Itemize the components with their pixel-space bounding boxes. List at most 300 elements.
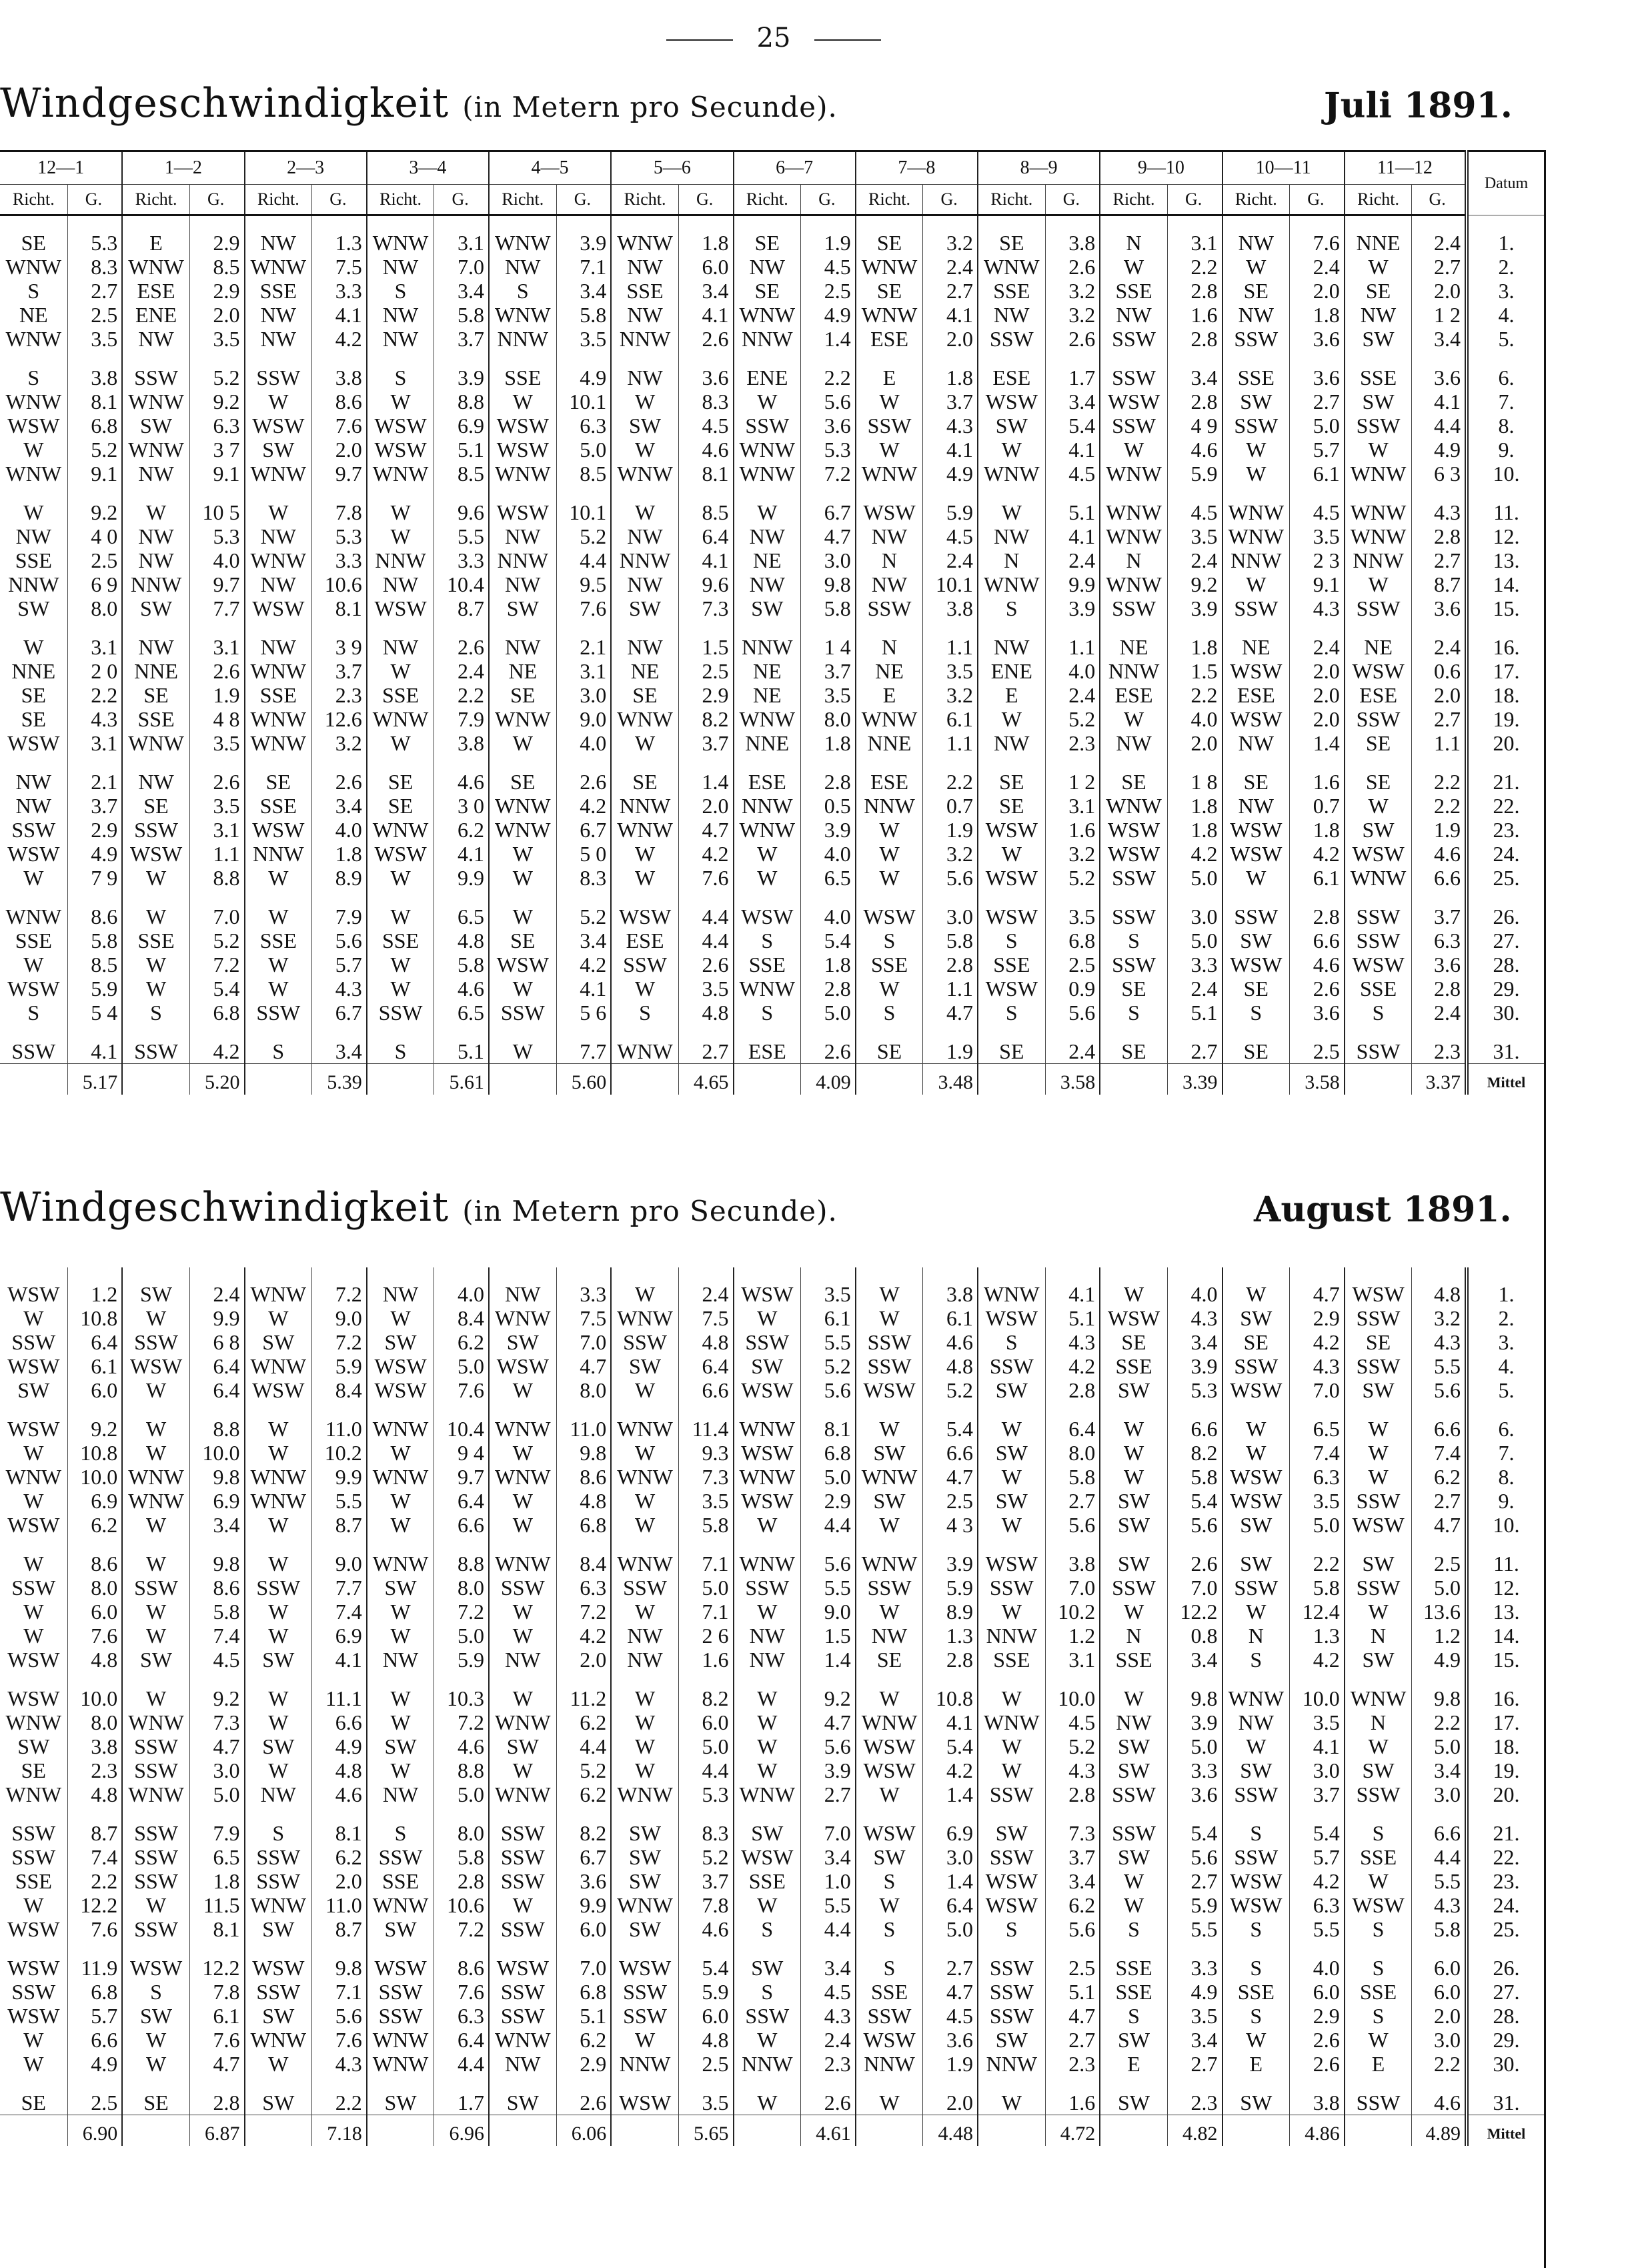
wind-speed: 4.3 bbox=[923, 414, 978, 438]
wind-direction: SSW bbox=[1100, 596, 1167, 620]
wind-direction: W bbox=[245, 1758, 312, 1782]
wind-direction: WNW bbox=[1222, 486, 1290, 524]
wind-speed: 2.7 bbox=[1167, 1025, 1222, 1064]
hour-header: 9—10 bbox=[1100, 151, 1222, 185]
wind-speed: 6.0 bbox=[67, 1378, 122, 1402]
wind-speed: 0.9 bbox=[1045, 977, 1100, 1001]
mean-value: 6.87 bbox=[189, 2115, 244, 2147]
wind-speed: 4.6 bbox=[434, 755, 489, 794]
wind-speed: 2.2 bbox=[1167, 683, 1222, 707]
wind-speed: 6.1 bbox=[801, 1306, 856, 1330]
wind-direction: W bbox=[978, 707, 1045, 731]
wind-direction: SW bbox=[245, 2004, 312, 2028]
mean-value: 3.48 bbox=[923, 1064, 978, 1095]
wind-direction: W bbox=[734, 842, 801, 866]
wind-speed: 4.3 bbox=[312, 977, 367, 1001]
wind-direction: SSW bbox=[122, 1025, 189, 1064]
mean-spacer bbox=[1100, 2115, 1167, 2147]
wind-speed: 5.0 bbox=[1290, 1513, 1345, 1537]
subheader-row bbox=[0, 185, 1544, 215]
wind-speed: 6.9 bbox=[923, 1806, 978, 1845]
wind-speed: 6.3 bbox=[189, 414, 244, 438]
wind-speed: 5.4 bbox=[1167, 1489, 1222, 1513]
wind-direction: SW bbox=[1100, 1378, 1167, 1402]
wind-direction: SSW bbox=[1345, 2076, 1412, 2115]
wind-speed: 4.5 bbox=[801, 1980, 856, 2004]
wind-speed: 1.6 bbox=[1045, 2076, 1100, 2115]
wind-speed: 2.2 bbox=[67, 683, 122, 707]
wind-speed: 6.7 bbox=[556, 1845, 611, 1869]
wind-direction: W bbox=[367, 977, 434, 1001]
wind-direction: SSW bbox=[856, 2004, 923, 2028]
wind-speed: 5.0 bbox=[1167, 929, 1222, 953]
wind-speed: 3.1 bbox=[1167, 215, 1222, 255]
wind-speed: 8.7 bbox=[67, 1806, 122, 1845]
wind-direction: W bbox=[1345, 794, 1412, 818]
wind-speed: 10.1 bbox=[923, 572, 978, 596]
wind-direction: SE bbox=[0, 215, 67, 255]
wind-speed: 4.5 bbox=[923, 2004, 978, 2028]
wind-speed: 7.7 bbox=[556, 1025, 611, 1064]
wind-speed: 1.4 bbox=[923, 1782, 978, 1806]
wind-direction: W bbox=[489, 390, 556, 414]
wind-direction: SSW bbox=[978, 1845, 1045, 1869]
wind-direction: WNW bbox=[978, 1710, 1045, 1734]
mean-value: 4.89 bbox=[1412, 2115, 1467, 2147]
wind-speed: 7.2 bbox=[556, 1600, 611, 1624]
wind-speed: 8.7 bbox=[434, 596, 489, 620]
wind-speed: 3.6 bbox=[1412, 596, 1467, 620]
wind-direction: S bbox=[978, 1001, 1045, 1025]
wind-direction: SSE bbox=[245, 279, 312, 303]
wind-speed: 5.2 bbox=[189, 351, 244, 390]
wind-speed: 7.6 bbox=[312, 414, 367, 438]
wind-speed: 2.0 bbox=[923, 327, 978, 351]
wind-direction: W bbox=[489, 1893, 556, 1917]
wind-direction: NE bbox=[734, 548, 801, 572]
wind-direction: SW bbox=[978, 2028, 1045, 2052]
wind-speed: 7.2 bbox=[434, 1710, 489, 1734]
wind-direction: SSW bbox=[611, 2004, 678, 2028]
wind-direction: SE bbox=[978, 1025, 1045, 1064]
wind-direction: SSW bbox=[856, 1330, 923, 1354]
wind-speed: 7.6 bbox=[556, 596, 611, 620]
wind-speed: 4.1 bbox=[434, 842, 489, 866]
wind-speed: 8.6 bbox=[189, 1576, 244, 1600]
wind-speed: 2.5 bbox=[67, 548, 122, 572]
wind-direction: WSW bbox=[0, 1354, 67, 1378]
wind-direction: WSW bbox=[1222, 818, 1290, 842]
wind-speed: 4.7 bbox=[923, 1465, 978, 1489]
wind-direction: SW bbox=[489, 1734, 556, 1758]
day-number: 18. bbox=[1467, 683, 1544, 707]
wind-direction: WSW bbox=[1222, 1378, 1290, 1402]
wind-direction: SE bbox=[1100, 1330, 1167, 1354]
day-number: 10. bbox=[1467, 462, 1544, 486]
wind-speed: 9.0 bbox=[312, 1537, 367, 1576]
wind-direction: WSW bbox=[367, 842, 434, 866]
wind-speed: 2.5 bbox=[67, 2076, 122, 2115]
wind-speed: 2.0 bbox=[1290, 707, 1345, 731]
wind-direction: SW bbox=[245, 1330, 312, 1354]
wind-speed: 3.4 bbox=[1167, 1330, 1222, 1354]
wind-speed: 7.0 bbox=[556, 1941, 611, 1980]
wind-direction: W bbox=[611, 1672, 678, 1710]
wind-speed: 4.1 bbox=[1290, 1734, 1345, 1758]
wind-direction: NNE bbox=[122, 659, 189, 683]
wind-speed: 5.6 bbox=[801, 1537, 856, 1576]
wind-speed: 4.3 bbox=[1412, 486, 1467, 524]
wind-direction: WSW bbox=[978, 1893, 1045, 1917]
wind-speed: 2.6 bbox=[678, 953, 733, 977]
wind-direction: NNW bbox=[734, 620, 801, 659]
wind-direction: SSW bbox=[489, 1001, 556, 1025]
wind-direction: WNW bbox=[1345, 1672, 1412, 1710]
wind-speed: 2.6 bbox=[556, 755, 611, 794]
wind-speed: 3.7 bbox=[678, 731, 733, 755]
wind-direction: SSW bbox=[978, 1354, 1045, 1378]
wind-direction: SSW bbox=[1222, 1782, 1290, 1806]
mean-spacer bbox=[856, 1064, 923, 1095]
wind-direction: NW bbox=[489, 255, 556, 279]
wind-direction: NW bbox=[978, 303, 1045, 327]
wind-direction: W bbox=[367, 1758, 434, 1782]
wind-speed: 2.4 bbox=[923, 548, 978, 572]
day-row bbox=[0, 1489, 1544, 1513]
mean-spacer bbox=[1100, 1064, 1167, 1095]
wind-direction: SE bbox=[1100, 1025, 1167, 1064]
wind-direction: WNW bbox=[611, 1025, 678, 1064]
wind-direction: WSW bbox=[856, 1758, 923, 1782]
wind-direction: WSW bbox=[489, 1354, 556, 1378]
wind-speed: 3.0 bbox=[556, 683, 611, 707]
wind-direction: N bbox=[1100, 548, 1167, 572]
wind-direction: SW bbox=[734, 1806, 801, 1845]
wind-speed: 4.1 bbox=[67, 1025, 122, 1064]
wind-direction: SSW bbox=[367, 1001, 434, 1025]
wind-speed: 5.0 bbox=[678, 1734, 733, 1758]
wind-speed: 3.5 bbox=[801, 1267, 856, 1306]
wind-direction: SW bbox=[122, 1267, 189, 1306]
hour-header: 4—5 bbox=[489, 151, 611, 185]
wind-speed: 2.7 bbox=[1167, 1869, 1222, 1893]
wind-direction: NW bbox=[611, 572, 678, 596]
wind-direction: SW bbox=[122, 414, 189, 438]
wind-speed: 5.1 bbox=[1167, 1001, 1222, 1025]
wind-direction: SSW bbox=[1345, 707, 1412, 731]
wind-speed: 4.3 bbox=[1412, 1893, 1467, 1917]
wind-direction: WSW bbox=[0, 977, 67, 1001]
wind-speed: 3 9 bbox=[312, 620, 367, 659]
wind-direction: WSW bbox=[489, 486, 556, 524]
mean-value: 3.58 bbox=[1045, 1064, 1100, 1095]
hour-header-row bbox=[0, 151, 1544, 185]
wind-direction: ESE bbox=[1345, 683, 1412, 707]
wind-direction: SSW bbox=[1222, 1576, 1290, 1600]
day-number: 8. bbox=[1467, 414, 1544, 438]
wind-speed: 7.4 bbox=[189, 1624, 244, 1648]
day-row bbox=[0, 977, 1544, 1001]
wind-direction: SW bbox=[245, 1734, 312, 1758]
wind-direction: SE bbox=[978, 794, 1045, 818]
wind-direction: SW bbox=[611, 1869, 678, 1893]
wind-direction: W bbox=[0, 620, 67, 659]
wind-direction: SW bbox=[489, 596, 556, 620]
wind-direction: NNE bbox=[856, 731, 923, 755]
wind-direction: W bbox=[611, 390, 678, 414]
day-row bbox=[0, 2004, 1544, 2028]
wind-direction: W bbox=[367, 1306, 434, 1330]
wind-direction: W bbox=[734, 1672, 801, 1710]
wind-speed: 4.6 bbox=[1290, 953, 1345, 977]
day-row bbox=[0, 1734, 1544, 1758]
wind-speed: 3.7 bbox=[1412, 890, 1467, 929]
wind-speed: 4.2 bbox=[1290, 1869, 1345, 1893]
wind-speed: 6.1 bbox=[923, 707, 978, 731]
wind-direction: NW bbox=[489, 620, 556, 659]
wind-direction: W bbox=[856, 1306, 923, 1330]
wind-direction: W bbox=[611, 1513, 678, 1537]
wind-speed: 5.2 bbox=[1045, 1734, 1100, 1758]
wind-speed: 11.1 bbox=[312, 1672, 367, 1710]
wind-direction: S bbox=[856, 929, 923, 953]
wind-speed: 4.3 bbox=[1290, 1354, 1345, 1378]
wind-speed: 5.9 bbox=[1167, 1893, 1222, 1917]
wind-speed: 5.8 bbox=[923, 929, 978, 953]
wind-speed: 5.6 bbox=[1412, 1378, 1467, 1402]
wind-speed: 2.0 bbox=[556, 1648, 611, 1672]
wind-speed: 4.0 bbox=[1290, 1941, 1345, 1980]
wind-speed: 1.1 bbox=[1412, 731, 1467, 755]
wind-direction: SSE bbox=[367, 683, 434, 707]
august-month: August 1891. bbox=[1254, 1189, 1512, 1230]
wind-direction: SE bbox=[489, 683, 556, 707]
day-number: 18. bbox=[1467, 1734, 1544, 1758]
wind-direction: W bbox=[1345, 1465, 1412, 1489]
wind-direction: SW bbox=[489, 1330, 556, 1354]
wind-direction: SSE bbox=[0, 929, 67, 953]
wind-direction: W bbox=[489, 890, 556, 929]
wind-speed: 8.1 bbox=[67, 390, 122, 414]
wind-speed: 4.5 bbox=[1045, 462, 1100, 486]
wind-speed: 6.0 bbox=[678, 1710, 733, 1734]
day-row bbox=[0, 890, 1544, 929]
mean-spacer bbox=[367, 2115, 434, 2147]
august-title-text: Windgeschwindigkeit bbox=[0, 1184, 450, 1231]
wind-direction: ENE bbox=[734, 351, 801, 390]
wind-direction: WNW bbox=[489, 707, 556, 731]
wind-direction: SSE bbox=[1345, 351, 1412, 390]
wind-direction: WNW bbox=[489, 1537, 556, 1576]
mean-value: 5.61 bbox=[434, 1064, 489, 1095]
day-number: 29. bbox=[1467, 977, 1544, 1001]
wind-speed: 10.2 bbox=[1045, 1600, 1100, 1624]
wind-direction: W bbox=[0, 1624, 67, 1648]
wind-direction: NW bbox=[734, 572, 801, 596]
wind-direction: W bbox=[1100, 1869, 1167, 1893]
wind-speed: 6.1 bbox=[923, 1306, 978, 1330]
wind-speed: 10.8 bbox=[923, 1672, 978, 1710]
speed-header: G. bbox=[434, 185, 489, 215]
day-row bbox=[0, 1513, 1544, 1537]
mean-value: 5.17 bbox=[67, 1064, 122, 1095]
wind-direction: W bbox=[122, 977, 189, 1001]
wind-direction: WSW bbox=[1222, 1893, 1290, 1917]
wind-speed: 5.5 bbox=[1167, 1917, 1222, 1941]
day-row bbox=[0, 1600, 1544, 1624]
wind-speed: 3.3 bbox=[1167, 1758, 1222, 1782]
wind-speed: 6.6 bbox=[678, 1378, 733, 1402]
wind-speed: 2.4 bbox=[1290, 620, 1345, 659]
wind-direction: NW bbox=[856, 1624, 923, 1648]
wind-speed: 3.7 bbox=[1045, 1845, 1100, 1869]
wind-direction: SW bbox=[1222, 2076, 1290, 2115]
wind-speed: 3.7 bbox=[67, 794, 122, 818]
wind-direction: SSW bbox=[245, 1980, 312, 2004]
wind-direction: NW bbox=[122, 462, 189, 486]
wind-direction: SSW bbox=[367, 1845, 434, 1869]
wind-speed: 5.7 bbox=[1290, 1845, 1345, 1869]
wind-direction: SE bbox=[856, 1025, 923, 1064]
wind-speed: 3.9 bbox=[923, 1537, 978, 1576]
wind-direction: S bbox=[1222, 1001, 1290, 1025]
wind-speed: 3.1 bbox=[189, 620, 244, 659]
wind-direction: WSW bbox=[245, 596, 312, 620]
wind-speed: 2.8 bbox=[923, 1648, 978, 1672]
wind-speed: 7.0 bbox=[1290, 1378, 1345, 1402]
wind-direction: NW bbox=[1222, 215, 1290, 255]
wind-speed: 2.5 bbox=[801, 279, 856, 303]
wind-speed: 5.1 bbox=[1045, 1306, 1100, 1330]
wind-direction: SW bbox=[856, 1441, 923, 1465]
wind-direction: NW bbox=[245, 327, 312, 351]
wind-direction: S bbox=[734, 1980, 801, 2004]
mean-value: 4.09 bbox=[801, 1064, 856, 1095]
wind-direction: W bbox=[367, 1600, 434, 1624]
wind-direction: WNW bbox=[489, 1465, 556, 1489]
wind-direction: S bbox=[734, 1001, 801, 1025]
wind-speed: 5.3 bbox=[189, 524, 244, 548]
wind-direction: W bbox=[856, 1600, 923, 1624]
day-row bbox=[0, 2076, 1544, 2115]
wind-speed: 6.3 bbox=[556, 1576, 611, 1600]
wind-speed: 4.3 bbox=[1045, 1330, 1100, 1354]
day-number: 8. bbox=[1467, 1465, 1544, 1489]
day-number: 2. bbox=[1467, 1306, 1544, 1330]
wind-direction: WNW bbox=[734, 438, 801, 462]
wind-direction: WNW bbox=[367, 1465, 434, 1489]
wind-speed: 4.6 bbox=[1412, 842, 1467, 866]
wind-speed: 4.7 bbox=[189, 2052, 244, 2076]
wind-direction: N bbox=[1100, 215, 1167, 255]
wind-speed: 2.7 bbox=[923, 279, 978, 303]
wind-speed: 5.5 bbox=[801, 1330, 856, 1354]
wind-direction: E bbox=[122, 215, 189, 255]
wind-direction: NW bbox=[367, 1648, 434, 1672]
mean-spacer bbox=[122, 2115, 189, 2147]
wind-direction: NNE bbox=[734, 731, 801, 755]
wind-speed: 2.0 bbox=[678, 794, 733, 818]
day-row bbox=[0, 1845, 1544, 1869]
wind-direction: NW bbox=[611, 303, 678, 327]
day-row bbox=[0, 1001, 1544, 1025]
wind-direction: WSW bbox=[122, 842, 189, 866]
wind-speed: 3.9 bbox=[1167, 596, 1222, 620]
wind-speed: 3.4 bbox=[1412, 327, 1467, 351]
wind-speed: 10.0 bbox=[1290, 1672, 1345, 1710]
wind-speed: 6.6 bbox=[1412, 866, 1467, 890]
wind-direction: WNW bbox=[245, 707, 312, 731]
wind-direction: SSW bbox=[856, 414, 923, 438]
wind-speed: 4.4 bbox=[556, 548, 611, 572]
wind-direction: S bbox=[489, 279, 556, 303]
wind-direction: NW bbox=[734, 524, 801, 548]
wind-direction: SSW bbox=[245, 1576, 312, 1600]
day-number: 11. bbox=[1467, 1537, 1544, 1576]
page-number: 25 bbox=[0, 23, 1547, 53]
wind-direction: SW bbox=[611, 1845, 678, 1869]
wind-direction: SSW bbox=[978, 1782, 1045, 1806]
wind-direction: NW bbox=[122, 755, 189, 794]
wind-speed: 0.6 bbox=[1412, 659, 1467, 683]
july-wind-table bbox=[0, 150, 1544, 1095]
wind-speed: 4.7 bbox=[923, 1980, 978, 2004]
wind-direction: ESE bbox=[1222, 683, 1290, 707]
wind-direction: SE bbox=[611, 683, 678, 707]
wind-direction: NW bbox=[856, 524, 923, 548]
speed-header: G. bbox=[67, 185, 122, 215]
wind-direction: S bbox=[245, 1025, 312, 1064]
wind-direction: NW bbox=[245, 1782, 312, 1806]
wind-direction: WSW bbox=[856, 1806, 923, 1845]
wind-direction: SSW bbox=[734, 2004, 801, 2028]
wind-direction: ESE bbox=[734, 1025, 801, 1064]
wind-direction: WNW bbox=[245, 1893, 312, 1917]
wind-direction: NW bbox=[122, 524, 189, 548]
day-number: 30. bbox=[1467, 2052, 1544, 2076]
july-title bbox=[0, 80, 838, 127]
wind-speed: 3.1 bbox=[67, 731, 122, 755]
wind-direction: SW bbox=[1222, 1758, 1290, 1782]
wind-direction: W bbox=[122, 1513, 189, 1537]
wind-speed: 6.4 bbox=[434, 2028, 489, 2052]
wind-speed: 4.8 bbox=[923, 1354, 978, 1378]
wind-direction: W bbox=[245, 866, 312, 890]
wind-speed: 6.3 bbox=[1412, 929, 1467, 953]
wind-direction: WSW bbox=[734, 1267, 801, 1306]
wind-direction: W bbox=[611, 1441, 678, 1465]
wind-speed: 5.6 bbox=[801, 1734, 856, 1758]
day-number: 1. bbox=[1467, 215, 1544, 255]
wind-speed: 3.6 bbox=[1412, 351, 1467, 390]
wind-speed: 10.8 bbox=[67, 1441, 122, 1465]
wind-speed: 3.9 bbox=[434, 351, 489, 390]
wind-speed: 3.6 bbox=[678, 351, 733, 390]
wind-speed: 7.8 bbox=[678, 1893, 733, 1917]
wind-speed: 3.5 bbox=[1045, 890, 1100, 929]
wind-direction: N bbox=[1345, 1710, 1412, 1734]
day-row bbox=[0, 215, 1544, 255]
wind-direction: W bbox=[611, 1267, 678, 1306]
wind-speed: 8.4 bbox=[312, 1378, 367, 1402]
wind-speed: 1.0 bbox=[801, 1869, 856, 1893]
day-row bbox=[0, 524, 1544, 548]
wind-direction: W bbox=[856, 1513, 923, 1537]
wind-speed: 1.8 bbox=[1290, 818, 1345, 842]
wind-direction: S bbox=[978, 929, 1045, 953]
wind-speed: 10.4 bbox=[434, 1402, 489, 1441]
wind-direction: NW bbox=[856, 572, 923, 596]
